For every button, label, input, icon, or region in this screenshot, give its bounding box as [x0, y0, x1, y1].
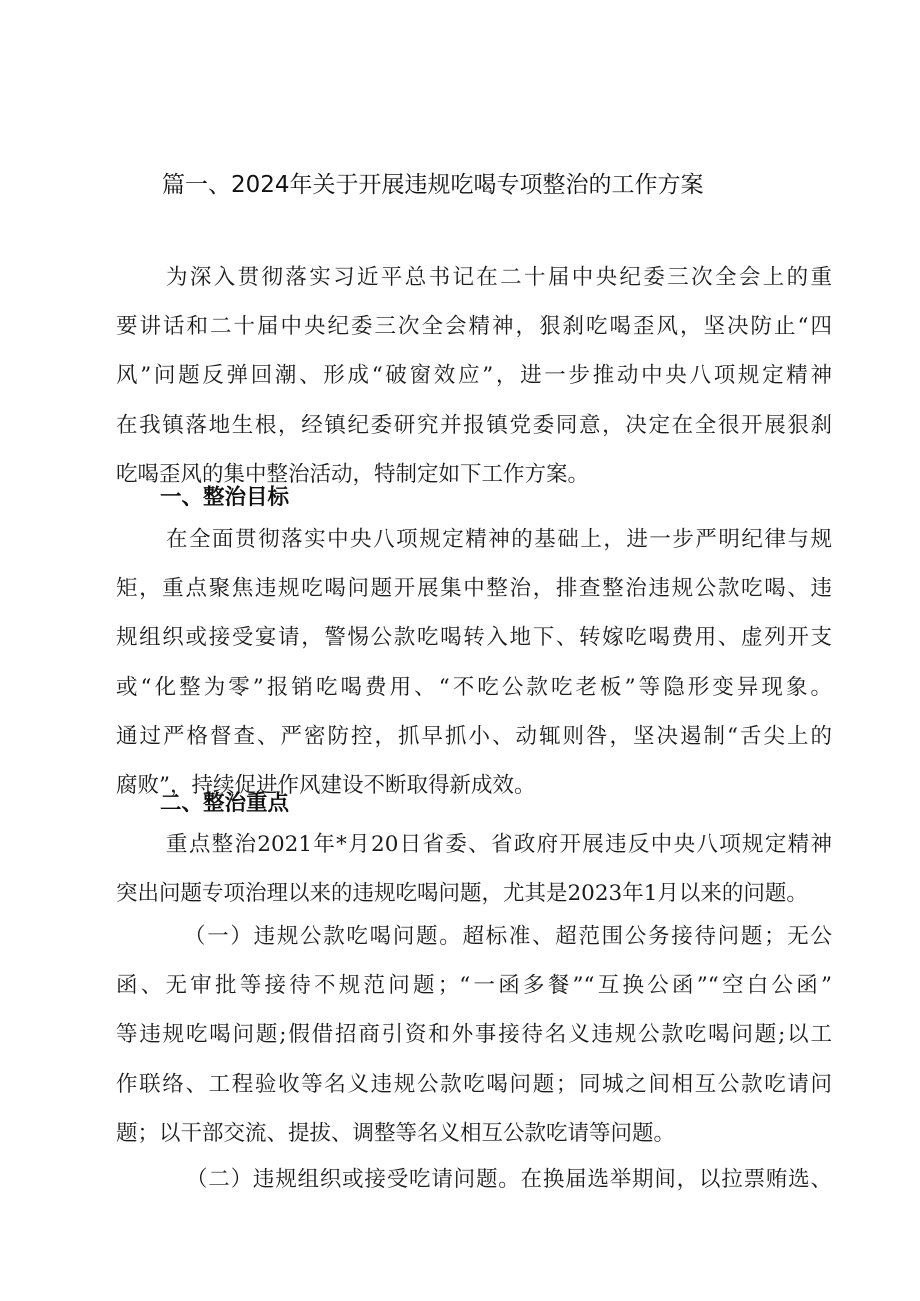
intro-paragraph — [116, 253, 832, 499]
paragraph-line: 规组织或接受宴请，警惕公款吃喝转入地下、转嫁吃喝费用、虚列开支 — [116, 625, 832, 651]
paragraph-line: 为深入贯彻落实习近平总书记在二十届中央纪委三次全会上的重 — [166, 265, 832, 290]
paragraph-line: 吃喝歪风的集中整治活动，特制定如下工作方案。 — [116, 461, 590, 487]
paragraph-line: 或“化整为零”报销吃喝费用、“不吃公款吃老板”等隐形变异现象。 — [116, 674, 832, 700]
paragraph-line: 风”问题反弹回潮、形成“破窗效应”，进一步推动中央八项规定精神 — [116, 363, 832, 389]
section2-item2 — [116, 1155, 832, 1204]
paragraph-line: 等违规吃喝问题;假借招商引资和外事接待名义违规公款吃喝问题;以工 — [116, 1022, 832, 1048]
paragraph-line: 重点整治2021年*月20日省委、省政府开展违反中央八项规定精神 — [166, 832, 832, 857]
section1-paragraph — [116, 515, 832, 810]
paragraph-line: 通过严格督查、严密防控，抓早抓小、动辄则咎，坚决遏制“舌尖上的 — [116, 723, 832, 749]
paragraph-line: 函、无审批等接待不规范问题；“一函多餐”“互换公函”“空白公函” — [116, 973, 832, 999]
section2-item1 — [116, 912, 832, 1158]
paragraph-line: （一）违规公款吃喝问题。超标准、超范围公务接待问题；无公 — [184, 924, 832, 949]
section2-heading: 二、整治重点 — [160, 791, 290, 816]
paragraph-line: 作联络、工程验收等名义违规公款吃喝问题；同城之间相互公款吃请问 — [116, 1071, 832, 1097]
paragraph-line: 突出问题专项治理以来的违规吃喝问题，尤其是2023年1月以来的问题。 — [116, 881, 808, 907]
paragraph-line: 在我镇落地生根，经镇纪委研究并报镇党委同意，决定在全很开展狠刹 — [116, 412, 832, 438]
paragraph-line: 题；以干部交流、提拔、调整等名义相互公款吃请等问题。 — [116, 1120, 676, 1146]
paragraph-line: 在全面贯彻落实中央八项规定精神的基础上，进一步严明纪律与规 — [166, 527, 832, 552]
paragraph-line: 要讲话和二十届中央纪委三次全会精神，狠刹吃喝歪风，坚决防止“四 — [116, 314, 832, 340]
section2-paragraph — [116, 820, 832, 918]
paragraph-line: （二）违规组织或接受吃请问题。在换届选举期间，以拉票贿选、 — [186, 1167, 832, 1192]
document-title: 篇一、2024年关于开展违规吃喝专项整治的工作方案 — [162, 172, 704, 198]
paragraph-line: 矩，重点聚焦违规吃喝问题开展集中整治，排查整治违规公款吃喝、违 — [116, 576, 832, 602]
section1-heading: 一、整治目标 — [160, 485, 290, 510]
paragraph-line: 腐败”，持续促进作风建设不断取得新成效。 — [116, 772, 536, 798]
